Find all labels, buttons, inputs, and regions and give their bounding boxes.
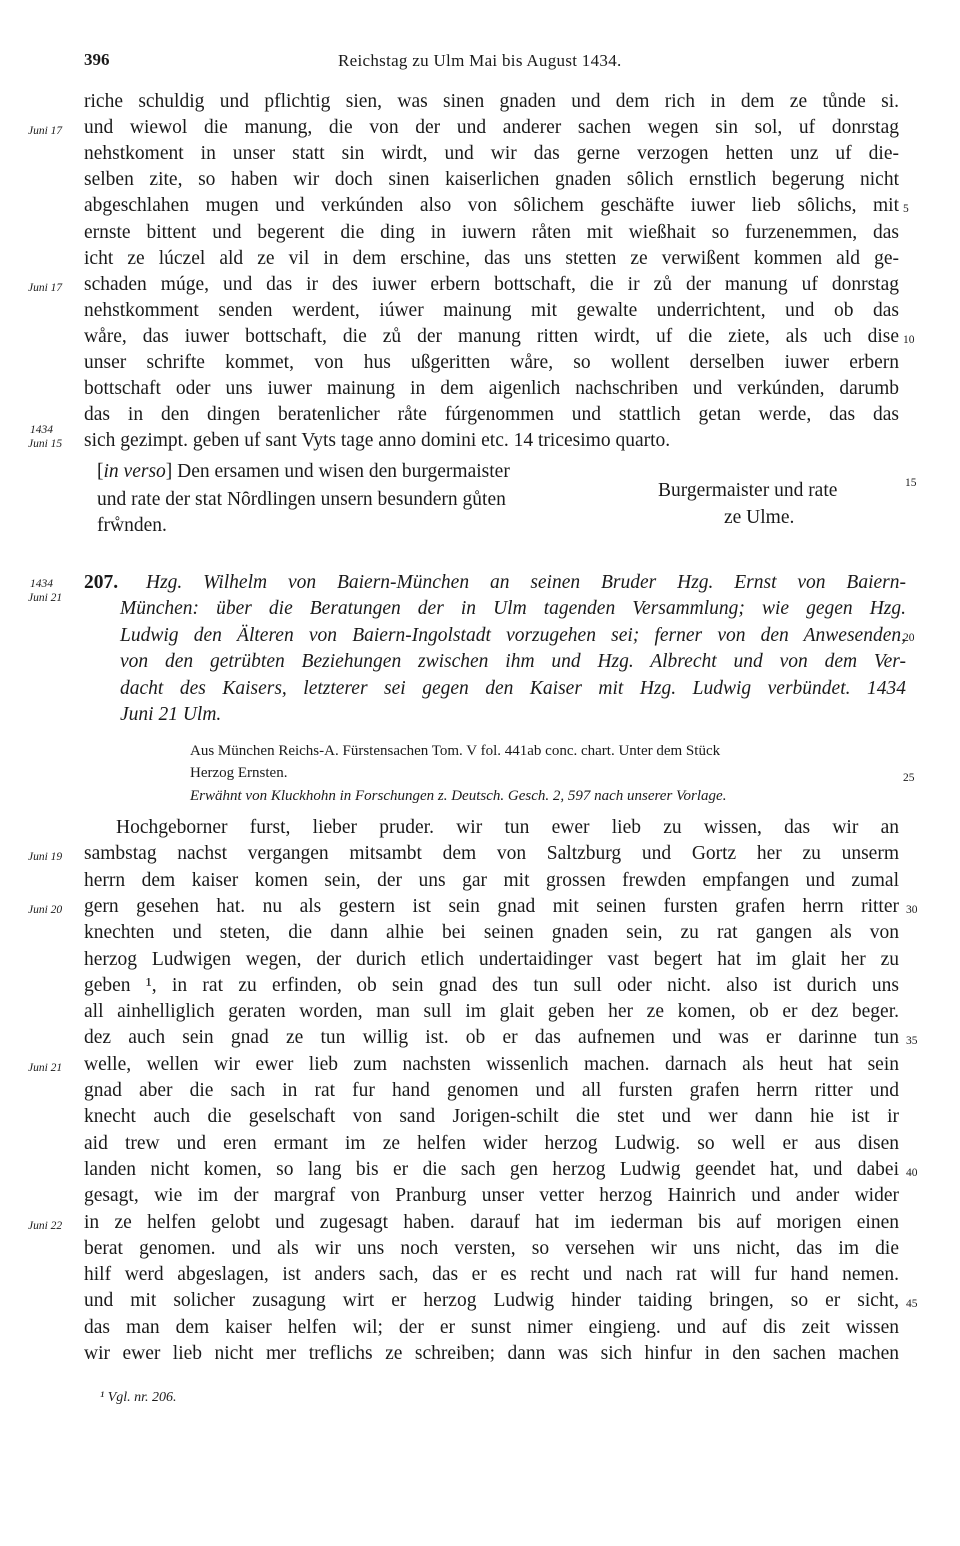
- source-line: Erwähnt von Kluckhohn in Forschungen z. Deutsch. Gesch. 2, 597 nach unserer Vorlage.: [190, 788, 727, 804]
- text-line: und mit solicher zusagung wirt er herzog Ludwig hinder taiding bringen, so er sicht,: [84, 1290, 899, 1312]
- address-right-line-2: ze Ulme.: [724, 507, 795, 528]
- margin-note: 1434: [30, 424, 53, 437]
- title-line: Ludwig den Älteren von Baiern-Ingolstadt vorzugehen sei; ferner von den Anwesenden,: [120, 624, 906, 646]
- text-line: und wiewol die manung, die von der und anderer sachen wegen sin sol, uf donrstag: [84, 117, 899, 139]
- text-line: abgeschlahen mugen und verkúnden also von sȏlichem geschäfte iuwer lieb sȏlichs, mit: [84, 195, 899, 217]
- text-line: sich gezimpt. geben uf sant Vyts tage anno domini etc. 14 tricesimo quarto.: [84, 430, 671, 452]
- text-line: wåre, das iuwer bottschaft, die zů der manung ritten wirdt, uf die ziete, als uch dise: [84, 325, 899, 347]
- text-line: in ze helfen gelobt und zugesagt haben. darauf hat im iederman bis auf morigen einen: [84, 1211, 899, 1233]
- address-line-2: und rate der stat Nȏrdlingen unsern besundern gůten: [97, 489, 506, 510]
- text-line: ernste bittent und begerent die ding in iuwern råten mit wießhait so furzenemmen, das: [84, 221, 899, 243]
- text-line: welle, wellen wir ewer lieb zum nachsten wissenlich machen. darnach als heut hat sein: [84, 1053, 899, 1075]
- text-line: gesagt, wie im der margraf von Pranburg unser vetter herzog Hainrich und ander wider: [84, 1185, 899, 1207]
- running-head: Reichstag zu Ulm Mai bis August 1434.: [338, 51, 622, 70]
- text-line: Hochgeborner furst, lieber pruder. wir tun ewer lieb zu wissen, das wir an: [116, 817, 899, 838]
- line-number: 5: [903, 203, 909, 216]
- text-line: nehstkoment in unser statt sin wirdt, und wir das gerne verzogen hetten unz uf die-: [84, 143, 899, 165]
- text-line: wir ewer lieb nicht mer treflichs ze schreiben; dann was sich hinfur in den sachen machen: [84, 1343, 899, 1364]
- text-line: berat genomen. und als wir uns noch versten, so versehen wir uns nicht, das im die: [84, 1237, 899, 1259]
- text-line: hilf werd abgeslagen, ist anders sach, das er es recht und nach rat will fur hand nemen.: [84, 1264, 899, 1286]
- document-number: 207.: [84, 572, 119, 593]
- margin-note: Juni 15: [28, 438, 63, 451]
- text-line: herrn dem kaiser komen sein, der uns gar mit grossen frewden empfangen und zumal: [84, 869, 899, 891]
- text-line: riche schuldig und pflichtig sien, was sinen gnaden und dem rich in dem ze tůnde si.: [84, 91, 899, 112]
- line-number: 40: [906, 1166, 918, 1179]
- text-line: all ainhelliglich geraten worden, man sull im glait geben her ze komen, ob er dez beger.: [84, 1001, 899, 1023]
- address-line-3: frẘnden.: [97, 515, 167, 536]
- margin-note: Juni 21: [28, 1061, 63, 1074]
- line-number: 35: [906, 1035, 918, 1048]
- title-line: München: über die Beratungen der in Ulm tagenden Versammlung; wie gegen Hzg.: [120, 598, 906, 620]
- margin-note: Juni 17: [28, 281, 63, 294]
- margin-note: Juni 22: [28, 1219, 63, 1232]
- title-line: dacht des Kaisers, letzterer sei gegen den Kaiser mit Hzg. Ludwig verbündet. 1434: [120, 677, 906, 699]
- text-line: geben ¹, in rat zu erfinden, ob sein gnad des tun sull oder nicht. also ist durich uns: [84, 974, 899, 996]
- line-number-25: 25: [903, 772, 915, 784]
- address-right-line-1: Burgermaister und rate: [658, 480, 838, 501]
- title-line: Juni 21 Ulm.: [120, 704, 222, 725]
- address-line-1: [in verso] Den ersamen und wisen den burgermaister: [97, 461, 510, 482]
- text-line: schaden múge, und das ir des iuwer erbern bottschaft, die ir zů der manung uf donrstag: [84, 273, 899, 295]
- title-line: Hzg. Wilhelm von Baiern-München an seinen Bruder Hzg. Ernst von Baiern-: [146, 572, 906, 593]
- text-line: icht ze lúczel ald ze vil in dem erschine, das uns stetten ze verwißent kommen ald ge-: [84, 247, 899, 269]
- text-line: bottschaft oder uns iuwer mainung in dem aigenlich nachschriben und verkúnden, darumb: [84, 378, 899, 400]
- title-line: von den getrübten Beziehungen zwischen ihm und Hzg. Albrecht und von dem Ver-: [120, 651, 906, 673]
- text-line: gern gesehen hat. nu als gestern ist sein gnad mit seinen fursten grafen herrn ritter: [84, 895, 899, 917]
- text-line: nehstkomment senden werdent, iúwer mainung mit gewalte underrichtent, und ob das: [84, 299, 899, 321]
- footnote: ¹ Vgl. nr. 206.: [100, 1390, 177, 1405]
- text-line: sambstag nachst vergangen mitsambt dem von Saltzburg und Gortz her zu unserm: [84, 843, 899, 865]
- text-line: gnad aber die sach in rat fur hand genomen und all fursten grafen herrn ritter und: [84, 1080, 899, 1101]
- source-line: Aus München Reichs-A. Fürstensachen Tom. V fol. 441ab conc. chart. Unter dem Stück: [190, 743, 721, 759]
- text-line: unser schrifte kommet, von hus ußgeritten wåre, so wollent derselben iuwer erbern: [84, 352, 899, 373]
- text-line: das man dem kaiser helfen wil; der er sunst nimer eingieng. und auf dis zeit wissen: [84, 1316, 899, 1338]
- margin-note: Juni 19: [28, 851, 63, 864]
- line-number-15: 15: [905, 477, 917, 489]
- line-number: 10: [903, 333, 915, 346]
- line-number-20: 20: [903, 632, 915, 644]
- text-line: aid trew und eren ermant im ze helfen wider herzog Ludwig. so well er aus disen: [84, 1132, 899, 1154]
- margin-note: Juni 17: [28, 125, 63, 138]
- line-number: 45: [906, 1298, 918, 1311]
- source-line: Herzog Ernsten.: [190, 765, 288, 781]
- verso-label: in verso: [103, 461, 166, 482]
- text-line: das in den dingen beratenlicher råte fúrgenommen und stattlich getan werde, das das: [84, 404, 899, 426]
- doc-margin-date: Juni 21: [28, 592, 63, 604]
- text-line: landen nicht komen, so lang bis er die sach gen herzog Ludwig geendet hat, und dabei: [84, 1158, 899, 1180]
- line-number: 30: [906, 903, 918, 916]
- text-line: selben zite, so haben wir doch sinen kaiserlichen gnaden sȏlich ernstlich begerung nicht: [84, 169, 899, 191]
- doc-margin-year: 1434: [30, 578, 53, 590]
- text-line: knecht auch die geselschaft von sand Jorigen-schilt die stet und wer dann hie ist ir: [84, 1106, 899, 1128]
- page-number: 396: [84, 50, 110, 69]
- text-line: knechten und steten, die dann alhie bei seinen gnaden sein, zu rat gangen als von: [84, 922, 899, 944]
- margin-note: Juni 20: [28, 903, 63, 916]
- text-line: herzog Ludwigen wegen, der durich etlich undertaidinger vast begert hat im glait her zu: [84, 948, 899, 970]
- text-line: dez auch sein gnad ze tun willig ist. ob er das aufnemen und was er darinne tun: [84, 1027, 899, 1049]
